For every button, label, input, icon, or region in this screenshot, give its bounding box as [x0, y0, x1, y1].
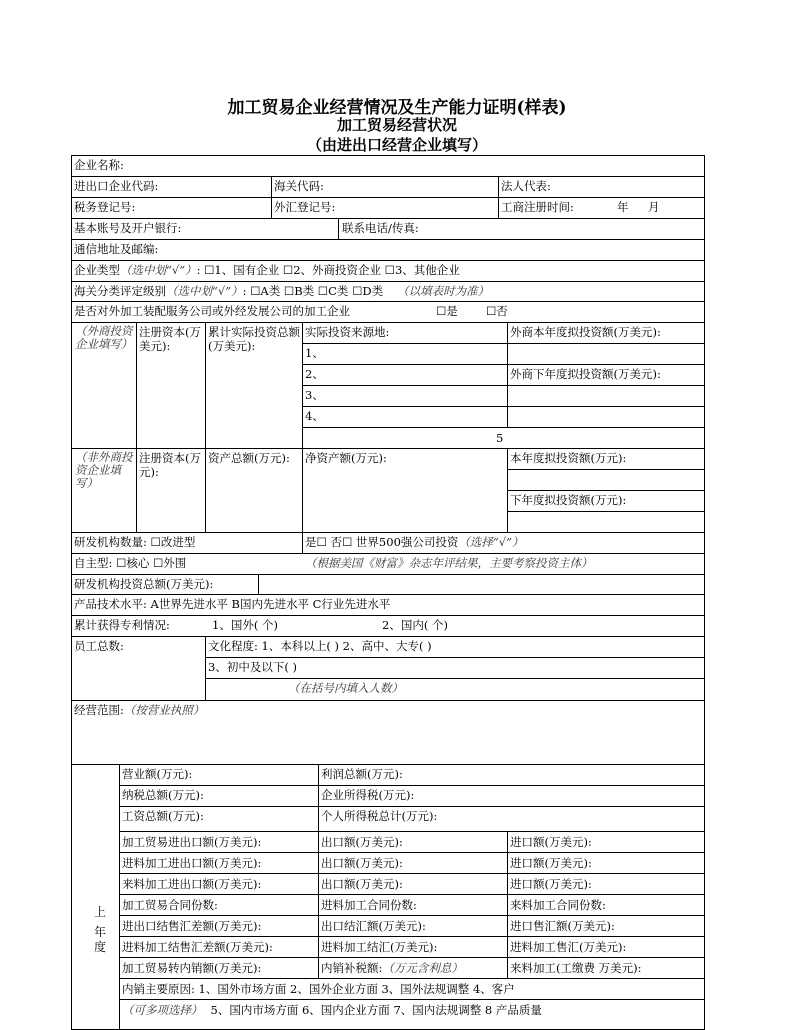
imported-contracts-label: 进料加工合同份数:	[321, 898, 417, 912]
customs-class-label: 海关分类评定级别	[74, 284, 166, 298]
source-1: 1、	[305, 346, 324, 360]
phone-fax-label: 联系电话/传真:	[342, 221, 419, 235]
export-settlement-label: 出口结汇额(万美元):	[321, 919, 426, 933]
customs-class-row	[74, 284, 489, 298]
customs-class-hint: （选中划“√”）	[166, 284, 243, 298]
tech-level-row[interactable]: 产品技术水平: A世界先进水平 B国内先进水平 C行业先进水平	[74, 597, 391, 611]
tax-reg-label: 税务登记号:	[74, 200, 136, 214]
source-5: 5	[496, 431, 504, 445]
customs-class-options[interactable]: : ☐A类 ☐B类 ☐C类 ☐D类	[242, 284, 384, 298]
last-year-label-3: 度	[93, 940, 106, 954]
patent-label: 累计获得专利情况:	[74, 618, 170, 632]
pt-import-label: 进口额(万美元):	[510, 835, 592, 849]
imported-import-label: 进口额(万美元):	[510, 856, 592, 870]
import-sale-label: 进口售汇额(万美元):	[510, 919, 615, 933]
business-scope-row	[74, 703, 204, 717]
last-year-label-2: 年	[93, 925, 106, 939]
education-row-1: 文化程度: 1、本科以上( ) 2、高中、大专( )	[208, 639, 432, 653]
last-year-label-1: 上	[93, 905, 106, 919]
fx-balance-label: 进出口结售汇差额(万美元):	[122, 919, 262, 933]
foreign-plan-this-year-label: 外商本年度拟投资额(万美元):	[510, 325, 661, 339]
pt-export-label: 出口额(万美元):	[321, 835, 403, 849]
assembly-yes-checkbox[interactable]: ☐是	[436, 304, 458, 318]
address-label: 通信地址及邮编:	[74, 242, 159, 256]
staff-total-label: 员工总数:	[74, 639, 124, 653]
imported-sale-label: 进料加工售汇(万美元):	[510, 940, 627, 954]
enterprise-type-row	[74, 263, 460, 277]
supplied-export-label: 出口额(万美元):	[321, 877, 403, 891]
staff-hint: （在括号内填入人数）	[288, 681, 403, 695]
enterprise-type-hint: （选中划“√”）	[120, 263, 197, 277]
assembly-no-checkbox[interactable]: ☐否	[486, 304, 508, 318]
fortune-500-hint: （选择“√”）	[458, 535, 524, 549]
nonforeign-section-label: （非外商投资企业填写）	[75, 450, 133, 490]
ie-code-label: 进出口企业代码:	[74, 179, 159, 193]
supplied-import-label: 进口额(万美元):	[510, 877, 592, 891]
enterprise-type-options[interactable]: : ☐1、国有企业 ☐2、外商投资企业 ☐3、其他企业	[196, 263, 460, 277]
month-label: 月	[648, 200, 660, 214]
rd-independent-options[interactable]: 自主型: ☐核心 ☐外围	[74, 556, 187, 570]
assembly-question: 是否对外加工装配服务公司或外经发展公司的加工企业	[74, 304, 350, 318]
imported-trade-total-label: 进料加工进出口额(万美元):	[122, 856, 262, 870]
form-subtitle: 加工贸易经营状况	[336, 116, 457, 134]
bank-label: 基本账号及开户银行:	[74, 221, 182, 235]
forex-reg-label: 外汇登记号:	[274, 200, 336, 214]
domestic-reason-row-2	[122, 1003, 542, 1017]
pt-contracts-label: 加工贸易合同份数:	[122, 898, 218, 912]
patent-home: 2、国内( 个)	[382, 618, 448, 632]
domestic-sales-label: 加工贸易转内销额(万美元):	[122, 961, 262, 975]
pt-trade-total-label: 加工贸易进出口额(万美元):	[122, 835, 262, 849]
foreign-cum-invest-label: 累计实际投资总额(万美元):	[208, 325, 300, 353]
imported-fx-balance-label: 进料加工结售汇差额(万美元):	[122, 940, 273, 954]
business-scope-label: 经营范围:	[74, 703, 124, 717]
domestic-reason-row-1: 内销主要原因: 1、国外市场方面 2、国外企业方面 3、国外法规调整 4、客户	[122, 982, 515, 996]
nonforeign-reg-capital-label: 注册资本(万元):	[139, 451, 201, 479]
source-3: 3、	[305, 388, 324, 402]
fortune-note: （根据美国《财富》杂志年评结果，主要考察投资主体）	[305, 556, 593, 570]
business-reg-time-label: 工商注册时间:	[501, 200, 574, 214]
fortune-500-options[interactable]: 是☐ 否☐ 世界500强公司投资	[305, 535, 459, 549]
domestic-tax-hint: （万元含利息）	[382, 961, 463, 975]
supplied-trade-total-label: 来料加工进出口额(万美元):	[122, 877, 262, 891]
corp-income-tax-label: 企业所得税(万元):	[321, 788, 415, 802]
form-note: （由进出口经营企业填写）	[306, 136, 487, 154]
supplied-contracts-label: 来料加工合同份数:	[510, 898, 606, 912]
nonforeign-plan-this-year-label: 本年度拟投资额(万元):	[510, 451, 627, 465]
revenue-label: 营业额(万元):	[122, 767, 193, 781]
legal-rep-label: 法人代表:	[501, 179, 551, 193]
patent-abroad: 1、国外( 个)	[212, 618, 278, 632]
enterprise-name-label: 企业名称:	[74, 158, 124, 172]
foreign-reg-capital-label: 注册资本(万美元):	[139, 325, 201, 353]
domestic-tax-row	[321, 961, 463, 975]
actual-source-label: 实际投资来源地:	[305, 325, 390, 339]
source-2: 2、	[305, 367, 324, 381]
profit-label: 利润总额(万元):	[321, 767, 403, 781]
fortune-500-row	[305, 535, 523, 549]
foreign-plan-next-year-label: 外商下年度拟投资额(万美元):	[510, 367, 661, 381]
rd-invest-total-label: 研发机构投资总额(万美元):	[74, 577, 214, 591]
form-title: 加工贸易企业经营情况及生产能力证明(样表)	[227, 98, 567, 118]
imported-settlement-label: 进料加工结汇(万美元):	[321, 940, 438, 954]
customs-code-label: 海关代码:	[274, 179, 324, 193]
customs-class-note: （以填表时为准）	[397, 284, 490, 298]
year-label: 年	[617, 200, 629, 214]
tax-total-label: 纳税总额(万元):	[122, 788, 204, 802]
rd-count-label: 研发机构数量: ☐改进型	[74, 535, 196, 549]
wage-total-label: 工资总额(万元):	[122, 809, 204, 823]
personal-income-tax-label: 个人所得税总计(万元):	[321, 809, 438, 823]
domestic-reason-options-2: 5、国内市场方面 6、国内企业方面 7、国内法规调整 8 产品质量	[210, 1003, 542, 1017]
nonforeign-plan-next-year-label: 下年度拟投资额(万元):	[510, 493, 627, 507]
total-assets-label: 资产总额(万元):	[208, 451, 290, 465]
business-scope-hint: （按营业执照）	[123, 703, 205, 717]
net-assets-label: 净资产额(万元):	[305, 451, 387, 465]
processing-fee-label: 来料加工(工缴费 万美元):	[510, 961, 642, 975]
education-row-2: 3、初中及以下( )	[208, 660, 297, 674]
domestic-tax-label: 内销补税额:	[321, 961, 383, 975]
enterprise-type-label: 企业类型	[74, 263, 120, 277]
imported-export-label: 出口额(万美元):	[321, 856, 403, 870]
source-4: 4、	[305, 409, 324, 423]
multi-choice-hint: （可多项选择）	[122, 1003, 203, 1017]
foreign-section-label: （外商投资企业填写）	[75, 324, 133, 351]
